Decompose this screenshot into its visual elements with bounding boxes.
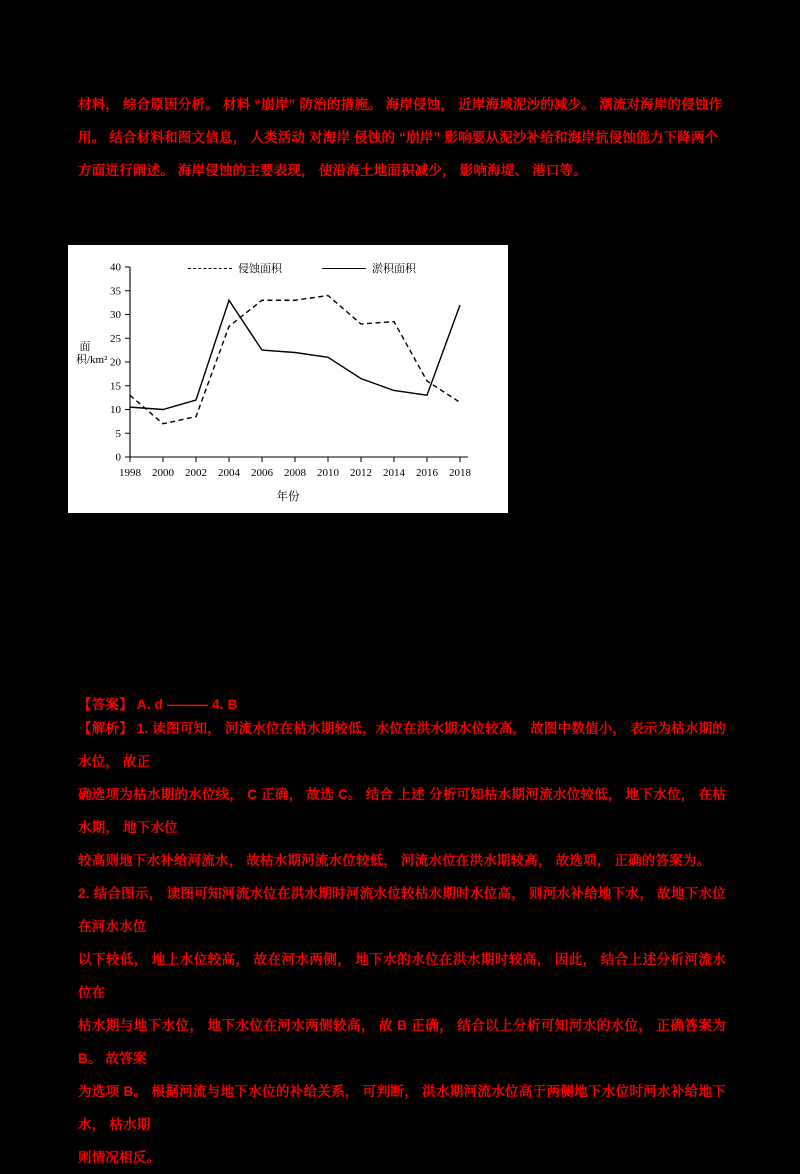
y-tick-label: 40 [110,261,121,274]
paragraph-analysis [78,712,726,1174]
y-ticks [125,267,130,457]
x-tick-label: 2012 [350,467,372,479]
y-axis-title [76,341,108,367]
x-tick-label: 2000 [152,467,174,479]
y-tick-label: 15 [110,380,121,393]
y-tick-label: 0 [115,451,121,464]
chart-area [68,245,508,513]
x-tick-label: 2014 [383,467,405,479]
y-tick-label: 30 [110,309,121,321]
analysis-line-8: 则情况相反。 [78,1150,161,1165]
dashed-line-icon [188,268,232,269]
series-line-deposition [130,300,460,409]
y-tick-label: 25 [110,332,121,345]
analysis-line-3: 较高则地下水补给河流水， 故枯水期河流水位较低， 河流水位在洪水期较高， 故选项， 正确的答案为。 [78,853,711,868]
answer-text: 【答案】 A. d ——— 4. B [78,697,238,712]
analysis-line-7: 为选项 B。 根据河流与地下水位的补给关系， 可判断， 洪水期河流水位高于两侧地下水位时河水补给地下水， 枯水期 [78,1084,726,1132]
chart-svg [68,245,508,513]
paragraph-top-line-3: 方面进行阐述。 海岸侵蚀的主要表现， 使沿海土地面积减少， 影响海堤、 港口等。 [78,163,588,178]
legend-label-erosion: 侵蚀面积 [238,263,282,275]
paragraph-top-line-2: 用。 结合材料和图文信息， 人类活动 对海岸 侵蚀的 “崩岸” 影响要从泥沙补给和海岸抗侵蚀能力下降两个 [78,130,719,145]
x-axis-title-text: 年份 [276,491,300,503]
y-axis-title-text: 面积/km² [76,341,108,366]
x-tick-labels [119,467,472,479]
analysis-line-2: 确选项为枯水期的水位线， C 正确， 故选 C。 结合 上述 分析可知枯水期河流水位较低， 地下水位， 在枯水期， 地下水位 [78,787,726,835]
x-tick-label: 2008 [284,467,306,479]
x-tick-label: 2006 [251,467,273,479]
x-tick-label: 2002 [185,467,207,479]
analysis-line-6: 枯水期与地下水位， 地下水位在河水两侧较高， 故 B 正确， 结合以上分析可知河水的水位， 正确答案为 B。 故答案 [78,1018,726,1066]
x-ticks [130,457,460,462]
y-tick-label: 35 [110,285,121,298]
x-tick-label: 2010 [317,467,339,479]
solid-line-icon [322,268,366,269]
y-tick-label: 5 [115,427,121,440]
y-tick-label: 20 [110,356,121,369]
analysis-line-5: 以下较低， 地上水位较高， 故在河水两侧， 地下水的水位在洪水期时较高， 因此， 结合上述分析河流水位在 [78,952,726,1000]
x-tick-label: 2018 [449,467,471,479]
x-tick-label: 2004 [218,467,240,479]
legend-label-deposition: 淤积面积 [372,263,416,275]
y-tick-labels [110,262,122,464]
x-tick-label: 1998 [119,467,141,479]
analysis-line-1: 【解析】 1. 读图可知， 河流水位在枯水期较低，水位在洪水期水位较高， 故图中数值小， 表示为枯水期的水位， 故正 [78,721,726,769]
axes [130,267,468,457]
y-tick-label: 10 [110,404,121,416]
paragraph-top [78,88,726,187]
legend-item-deposition [322,260,416,276]
chart-figure [68,245,508,513]
analysis-line-4: 2. 结合图示， 读图可知河流水位在洪水期时河流水位较枯水期时水位高， 则河水补给地下水， 故地下水位在河水水位 [78,886,726,934]
legend-item-erosion [188,260,282,276]
chart-legend [188,260,416,276]
x-tick-label: 2016 [416,467,438,479]
x-axis-title [68,488,508,504]
paragraph-top-line-1: 材料， 综合原因分析。 材料 “崩岸” 防治的措施。 海岸侵蚀， 近岸海域泥沙的减少。 潮流对海岸的侵蚀作 [78,97,723,112]
